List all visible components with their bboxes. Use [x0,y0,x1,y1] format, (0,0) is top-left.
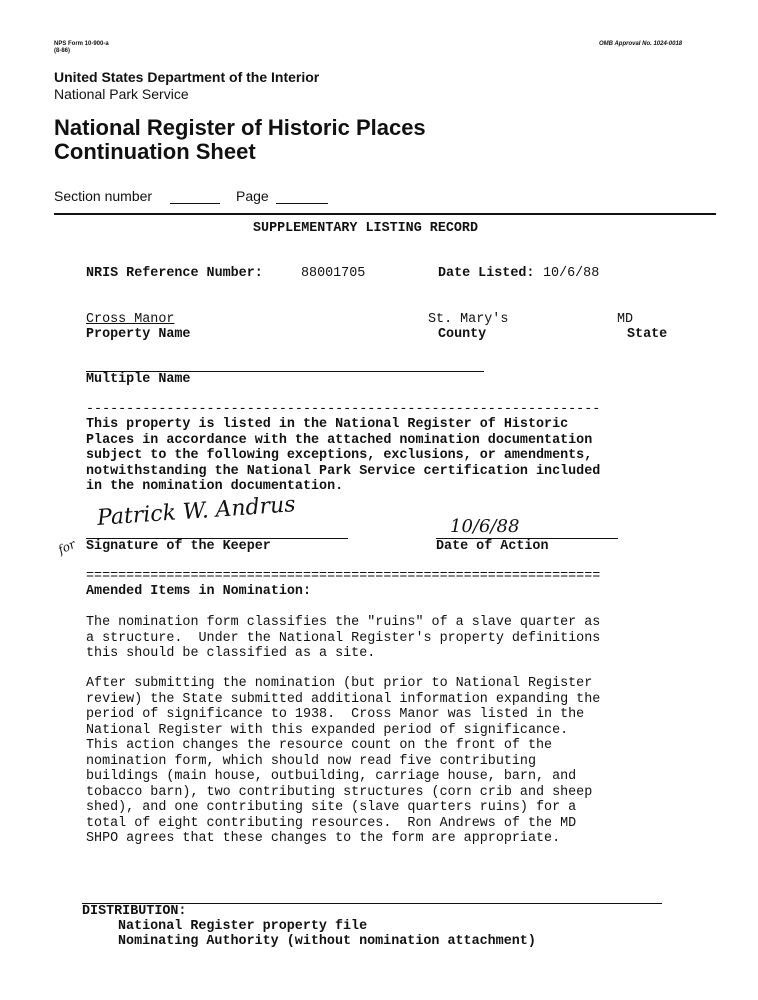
paragraph-line: a structure. Under the National Register's property definitions [86,630,601,646]
date-listed-value: 10/6/88 [543,266,600,281]
section-number-blank [170,203,220,204]
signature-label: Signature of the Keeper [86,539,271,554]
state-value: MD [617,312,634,327]
page-title: National Register of Historic Places [54,115,426,140]
paragraph-line: shed), and one contributing site (slave quarters ruins) for a [86,800,577,815]
paragraph-line: tobacco barn), two contributing structures (corn crib and sheep [86,784,593,800]
property-name-value: Cross Manor [86,312,175,327]
certification-line: notwithstanding the National Park Service certification included [86,463,601,479]
paragraph-line: National Register with this expanded period of significance. [86,722,569,738]
department-name: United States Department of the Interior [54,69,320,85]
paragraph-line: nomination form, which should now read five contributing [86,753,536,769]
page-blank [276,203,328,204]
paragraph-line: SHPO agrees that these changes to the form are appropriate. [86,831,561,846]
multiple-name-label: Multiple Name [86,372,191,387]
agency-name: National Park Service [54,86,189,102]
record-heading: SUPPLEMENTARY LISTING RECORD [253,221,478,236]
distribution-item: National Register property file [118,919,368,934]
distribution-label: DISTRIBUTION: [82,904,187,919]
county-label: County [438,327,487,342]
page-subtitle: Continuation Sheet [54,139,256,164]
date-listed-label: Date Listed: [438,266,535,281]
county-value: St. Mary's [428,312,509,327]
certification-line: This property is listed in the National Register of Historic [86,417,569,432]
certification-line: subject to the following exceptions, exclusions, or amendments, [86,448,593,463]
paragraph-line: review) the State submitted additional information expanding the [86,691,601,707]
paragraph-line: this should be classified as a site. [86,646,376,661]
paragraph-line: buildings (main house, outbuilding, carriage house, barn, and [86,769,577,784]
paragraph-line: The nomination form classifies the "ruins" of a slave quarter as [86,615,601,630]
paragraph-line: After submitting the nomination (but prior to National Register [86,676,593,691]
paragraph-line: period of significance to 1938. Cross Manor was listed in the [86,707,585,722]
state-label: State [627,327,668,342]
paragraph-line: total of eight contributing resources. Ron Andrews of the MD [86,815,577,831]
section-number-label: Section number [54,188,153,204]
nris-value: 88001705 [301,266,366,281]
distribution-item: Nominating Authority (without nomination attachment) [118,934,536,949]
action-date-handwritten: 10/6/88 [450,516,520,537]
nris-label: NRIS Reference Number: [86,266,263,281]
certification-line: in the nomination documentation. [86,479,344,494]
dash-divider: ---------------------------------------------------------------- [86,402,601,417]
paragraph-line: This action changes the resource count on the front of the [86,738,553,753]
equals-divider: ================================================================ [86,569,601,584]
certification-line: Places in accordance with the attached nomination documentation [86,432,593,448]
property-name-label: Property Name [86,327,191,342]
for-notation: for [55,536,78,558]
amended-heading: Amended Items in Nomination: [86,584,311,599]
keeper-signature: Patrick W. Andrus [96,492,297,531]
form-date: (8-86) [54,48,71,54]
header-divider [54,213,716,215]
page-label: Page [236,188,269,204]
date-of-action-label: Date of Action [436,539,549,554]
omb-approval: OMB Approval No. 1024-0018 [599,41,683,47]
form-number: NPS Form 10-900-a [54,41,109,47]
